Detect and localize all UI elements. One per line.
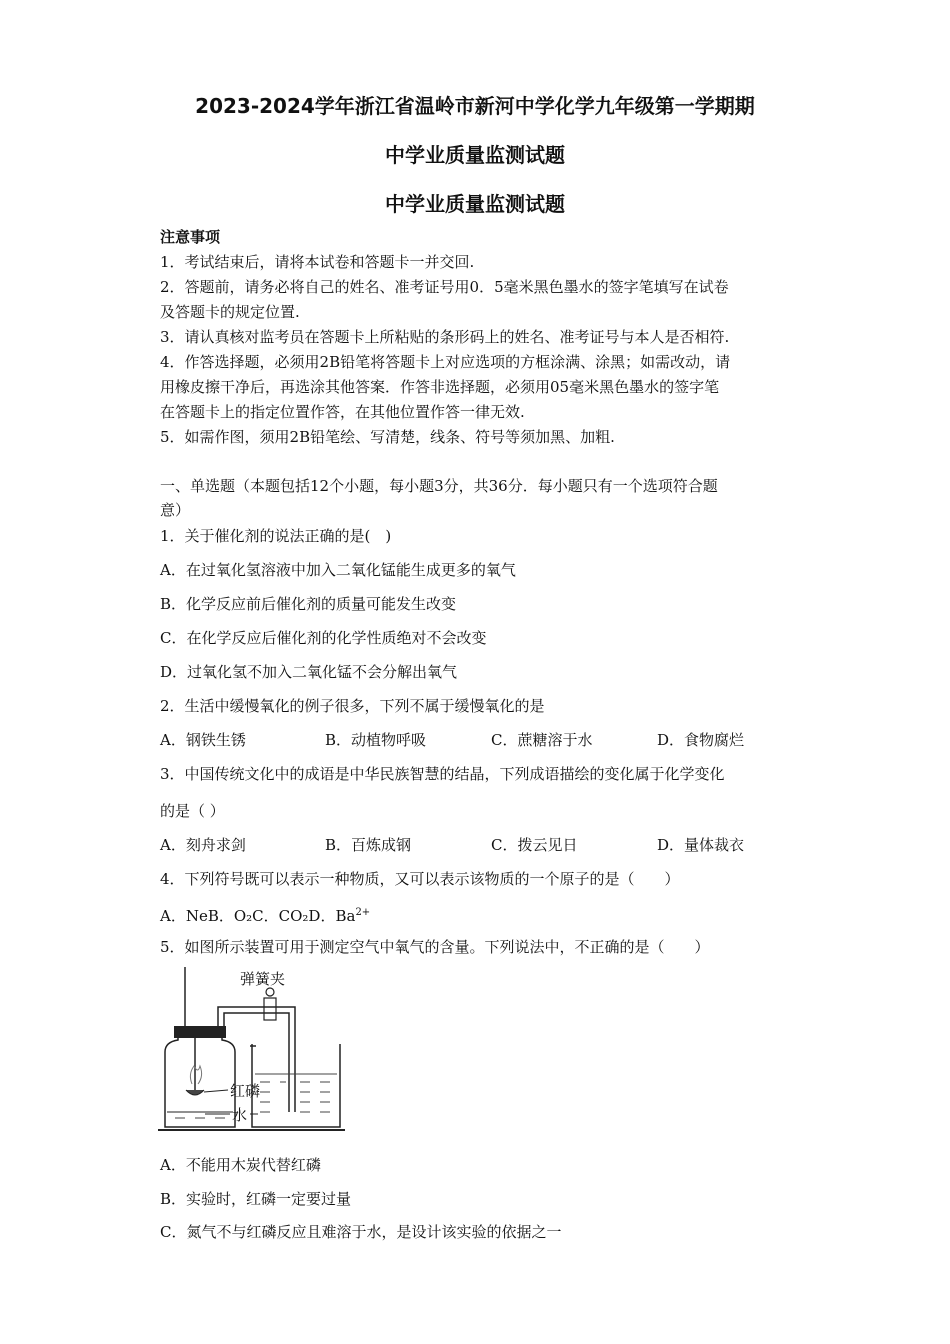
q5-option-c: C．氮气不与红磷反应且难溶于水，是设计该实验的依据之一 <box>160 1223 562 1241</box>
q1-option-c: C．在化学反应后催化剂的化学性质绝对不会改变 <box>160 629 487 647</box>
doc-title-line1: 2023-2024学年浙江省温岭市新河中学化学九年级第一学期期 <box>195 94 755 118</box>
notes-heading: 注意事项 <box>160 228 221 246</box>
q3-stem-2: 的是（ ） <box>160 802 225 820</box>
q5-option-a: A．不能用木炭代替红磷 <box>160 1156 321 1174</box>
q5-option-b: B．实验时，红磷一定要过量 <box>160 1190 352 1208</box>
q2-option-d: D．食物腐烂 <box>657 731 745 749</box>
note-line-2: 2．答题前，请务必将自己的姓名、准考证号用0．5毫米黑色墨水的签字笔填写在试卷 <box>160 278 729 296</box>
q2-option-c: C．蔗糖溶于水 <box>491 731 593 749</box>
beaker <box>252 1044 340 1127</box>
q4-options-text: A．NeB．O₂C．CO₂D．Ba <box>160 907 356 925</box>
q1-option-d: D．过氧化氢不加入二氧化锰不会分解出氧气 <box>160 663 458 681</box>
doc-title-line2: 中学业质量监测试题 <box>385 143 565 167</box>
section-heading: 一、单选题（本题包括12个小题，每小题3分，共36分．每小题只有一个选项符合题 <box>160 477 718 495</box>
flame-icon <box>190 1066 201 1084</box>
label-spring-clamp: 弹簧夹 <box>240 970 286 988</box>
doc-title-line3: 中学业质量监测试题 <box>385 192 565 216</box>
note-line-5: 4．作答选择题，必须用2B铅笔将答题卡上对应选项的方框涂满、涂黑；如需改动，请 <box>160 353 731 371</box>
note-line-6: 用橡皮擦干净后，再选涂其他答案．作答非选择题，必须用05毫米黑色墨水的签字笔 <box>160 378 720 396</box>
q2-option-a: A．钢铁生锈 <box>160 731 246 749</box>
label-red-phosphorus: 红磷 <box>230 1082 261 1100</box>
q3-option-c: C．拨云见日 <box>491 836 578 854</box>
red-phosphorus <box>186 1090 204 1095</box>
q2-option-b: B．动植物呼吸 <box>325 731 427 749</box>
note-line-7: 在答题卡上的指定位置作答，在其他位置作答一律无效. <box>160 403 525 421</box>
q1-option-b: B．化学反应前后催化剂的质量可能发生改变 <box>160 595 457 613</box>
q3-option-a: A．刻舟求剑 <box>160 836 246 854</box>
clamp-handle-icon <box>266 988 274 996</box>
q3-stem-1: 3．中国传统文化中的成语是中华民族智慧的结晶，下列成语描绘的变化属于化学变化 <box>160 765 725 783</box>
q2-stem: 2．生活中缓慢氧化的例子很多，下列不属于缓慢氧化的是 <box>160 697 545 715</box>
q5-stem: 5．如图所示装置可用于测定空气中氧气的含量。下列说法中，不正确的是（ ） <box>160 938 710 956</box>
q4-charge-superscript: 2+ <box>355 907 371 918</box>
q3-option-b: B．百炼成钢 <box>325 836 412 854</box>
q1-option-a: A．在过氧化氢溶液中加入二氧化锰能生成更多的氧气 <box>160 561 516 579</box>
note-line-8: 5．如需作图，须用2B铅笔绘、写清楚，线条、符号等须加黑、加粗. <box>160 428 615 446</box>
note-line-4: 3．请认真核对监考员在答题卡上所粘贴的条形码上的姓名、准考证号与本人是否相符. <box>160 328 730 346</box>
label-water: 水 <box>232 1106 248 1124</box>
spring-clamp <box>264 998 276 1020</box>
note-line-1: 1．考试结束后，请将本试卷和答题卡一并交回. <box>160 253 475 271</box>
beaker-water <box>255 1074 337 1112</box>
note-line-3: 及答题卡的规定位置. <box>160 303 300 321</box>
section-heading-cont: 意） <box>160 501 191 519</box>
q4-stem: 4．下列符号既可以表示一种物质，又可以表示该物质的一个原子的是（ ） <box>160 870 680 888</box>
q4-options <box>160 903 800 926</box>
q1-stem: 1．关于催化剂的说法正确的是( ) <box>160 527 392 545</box>
q3-option-d: D．量体裁衣 <box>657 836 745 854</box>
